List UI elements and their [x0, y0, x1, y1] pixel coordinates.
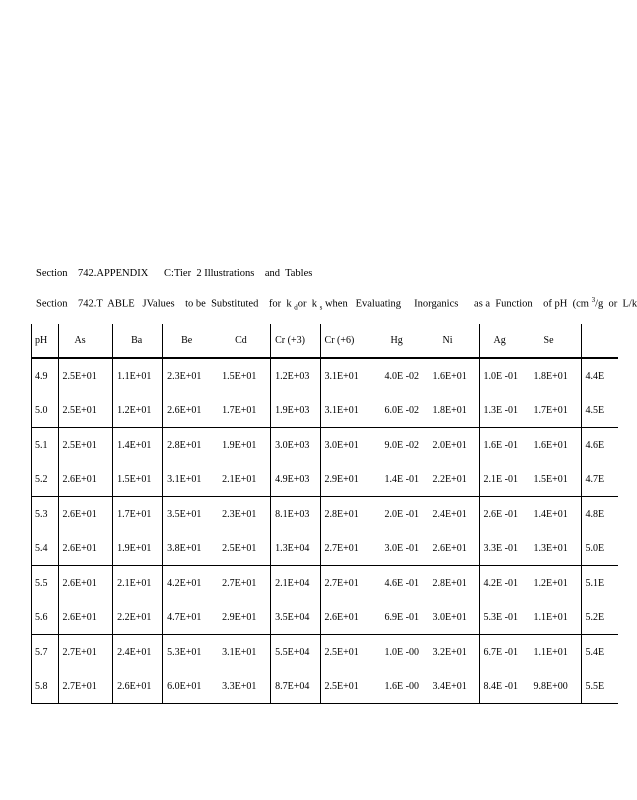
- cell-group-cr6-hg-ni: [320, 635, 479, 670]
- cell-cr6: 2.5E+01: [324, 646, 359, 658]
- cell-group-cr6-hg-ni: [320, 566, 479, 601]
- cell-se: 1.1E+01: [533, 646, 568, 658]
- header-hg: Hg: [390, 335, 403, 346]
- cell-last: 4.7E: [581, 462, 618, 497]
- cell-cd: 2.9E+01: [218, 600, 270, 635]
- cell-as: 2.5E+01: [58, 358, 113, 393]
- cell-group-cr6-hg-ni: [320, 669, 479, 704]
- table-row: [32, 428, 619, 463]
- cell-cd: 1.9E+01: [222, 439, 257, 451]
- cell-ph: 5.2: [32, 462, 59, 497]
- cell-group-ag-se: [479, 497, 581, 532]
- cell-ni: 3.0E+01: [432, 611, 467, 623]
- cell-ni: 1.6E+01: [432, 370, 467, 382]
- cell-ba: 2.2E+01: [113, 600, 163, 635]
- cell-ag: 6.7E -01: [483, 646, 518, 658]
- cell-cd: 3.1E+01: [222, 646, 257, 658]
- cell-hg: 1.6E -00: [384, 680, 419, 692]
- cell-ph: 5.7: [32, 635, 59, 670]
- cell-last: 5.4E: [581, 635, 618, 670]
- cell-cr6: 2.5E+01: [324, 680, 359, 692]
- cell-ph: 4.9: [32, 358, 59, 393]
- cell-last: 5.5E: [581, 669, 618, 704]
- cell-be: 2.8E+01: [163, 428, 219, 463]
- cell-cr6: 3.1E+01: [324, 404, 359, 416]
- cell-cr3: 5.5E+04: [271, 635, 320, 670]
- table-row: [32, 635, 619, 670]
- cell-cr3: 1.2E+03: [271, 358, 320, 393]
- cell-cr3: 8.7E+04: [271, 669, 320, 704]
- cell-hg: 4.6E -01: [384, 577, 419, 589]
- cell-as: 2.6E+01: [58, 462, 113, 497]
- cell-hg: 2.0E -01: [384, 508, 419, 520]
- cell-cr6: 2.9E+01: [324, 473, 359, 485]
- inorganics-table: [31, 324, 618, 704]
- cell-se: 1.7E+01: [533, 404, 568, 416]
- cell-group-ag-se: [479, 669, 581, 704]
- cell-group-cr6-hg-ni: [320, 462, 479, 497]
- cell-ba: 1.7E+01: [113, 497, 163, 532]
- cell-last: 5.1E: [581, 566, 618, 601]
- cell-cr6: 2.7E+01: [324, 542, 359, 554]
- cell-hg: 9.0E -02: [384, 439, 419, 451]
- cell-ag: 8.4E -01: [483, 680, 518, 692]
- cell-last: 5.0E: [581, 531, 618, 566]
- cell-group-cr6-hg-ni: [320, 358, 479, 393]
- table-header-row: [32, 324, 619, 358]
- header-last: [581, 324, 618, 358]
- header-cr6-hg-ni: Cr (+6) Hg Ni: [320, 324, 479, 358]
- cell-group-cr6-hg-ni: [320, 600, 479, 635]
- cell-as: 2.6E+01: [58, 600, 113, 635]
- cell-cd: 1.5E+01: [222, 370, 257, 382]
- table-row: [32, 393, 619, 428]
- header-ni: Ni: [442, 335, 453, 346]
- header-ag-se: Ag Se: [479, 324, 581, 358]
- cell-ag: 4.2E -01: [483, 577, 518, 589]
- cell-be: 4.7E+01: [163, 600, 219, 635]
- cell-cr3: 4.9E+03: [271, 462, 320, 497]
- cell-ni: 2.0E+01: [432, 439, 467, 451]
- cell-cd: 1.7E+01: [218, 393, 270, 428]
- cell-ph: 5.3: [32, 497, 59, 532]
- header-cr3: Cr (+3): [271, 324, 320, 358]
- table-row: [32, 358, 619, 393]
- cell-ba: 2.6E+01: [113, 669, 163, 704]
- cell-last: 4.5E: [581, 393, 618, 428]
- cell-as: 2.5E+01: [58, 393, 113, 428]
- cell-be: 3.5E+01: [163, 497, 219, 532]
- cell-ag: 1.0E -01: [483, 370, 518, 382]
- header-ph: pH: [32, 324, 59, 358]
- cell-cr6: 3.1E+01: [324, 370, 359, 382]
- header-se: Se: [543, 335, 554, 346]
- cell-group-ag-se: [479, 600, 581, 635]
- cell-cr6: 2.8E+01: [324, 508, 359, 520]
- cell-se: 1.5E+01: [533, 473, 568, 485]
- cell-ag: 5.3E -01: [483, 611, 518, 623]
- cell-ph: 5.6: [32, 600, 59, 635]
- header-as: As: [58, 324, 113, 358]
- cell-ba: 1.2E+01: [113, 393, 163, 428]
- cell-cr3: 3.5E+04: [271, 600, 320, 635]
- cell-be: 2.6E+01: [163, 393, 219, 428]
- cell-group-cr6-hg-ni: [320, 428, 479, 463]
- header-be-cd: Be Cd: [163, 324, 271, 358]
- cell-ag: 1.6E -01: [483, 439, 518, 451]
- cell-as: 2.5E+01: [58, 428, 113, 463]
- cell-group-ag-se: [479, 635, 581, 670]
- cell-se: 1.1E+01: [533, 611, 568, 623]
- cell-cr6: 2.7E+01: [324, 577, 359, 589]
- cell-ba: 1.5E+01: [113, 462, 163, 497]
- cell-ni: 3.2E+01: [432, 646, 467, 658]
- cell-cd: 3.3E+01: [218, 669, 270, 704]
- cell-se: 1.3E+01: [533, 542, 568, 554]
- cell-se: 9.8E+00: [533, 680, 568, 692]
- cell-group-cr6-hg-ni: [320, 393, 479, 428]
- cell-ni: 2.8E+01: [432, 577, 467, 589]
- cell-cr3: 1.3E+04: [271, 531, 320, 566]
- cell-last: 4.4E: [581, 358, 618, 393]
- cell-group-ag-se: [479, 462, 581, 497]
- cell-cd: 2.3E+01: [222, 508, 257, 520]
- cell-hg: 1.0E -00: [384, 646, 419, 658]
- cell-group-ag-se: [479, 393, 581, 428]
- cell-cd: 2.1E+01: [218, 462, 270, 497]
- cell-cr6: 3.0E+01: [324, 439, 359, 451]
- cell-ph: 5.4: [32, 531, 59, 566]
- cell-cd: 2.7E+01: [222, 577, 257, 589]
- cell-ni: 2.4E+01: [432, 508, 467, 520]
- cell-ag: 2.6E -01: [483, 508, 518, 520]
- cell-se: 1.2E+01: [533, 577, 568, 589]
- cell-ni: 3.4E+01: [432, 680, 467, 692]
- cell-se: 1.8E+01: [533, 370, 568, 382]
- cell-ni: 2.2E+01: [432, 473, 467, 485]
- table-row: [32, 669, 619, 704]
- cell-group-cr6-hg-ni: [320, 531, 479, 566]
- cell-group-ag-se: [479, 358, 581, 393]
- cell-ph: 5.8: [32, 669, 59, 704]
- cell-hg: 6.0E -02: [384, 404, 419, 416]
- cell-ni: 2.6E+01: [432, 542, 467, 554]
- cell-be: 3.1E+01: [163, 462, 219, 497]
- cell-last: 4.8E: [581, 497, 618, 532]
- cell-group-ag-se: [479, 566, 581, 601]
- header-cd: Cd: [235, 335, 247, 346]
- cell-as: 2.6E+01: [58, 566, 113, 601]
- cell-ni: 1.8E+01: [432, 404, 467, 416]
- cell-group-ag-se: [479, 531, 581, 566]
- cell-ag: 1.3E -01: [483, 404, 518, 416]
- cell-last: 4.6E: [581, 428, 618, 463]
- cell-as: 2.6E+01: [58, 497, 113, 532]
- cell-ph: 5.0: [32, 393, 59, 428]
- cell-ag: 3.3E -01: [483, 542, 518, 554]
- cell-as: 2.6E+01: [58, 531, 113, 566]
- cell-be: 5.3E+01: [163, 635, 219, 670]
- cell-as: 2.7E+01: [58, 669, 113, 704]
- header-ba: Ba: [113, 324, 163, 358]
- cell-cd: 2.5E+01: [218, 531, 270, 566]
- cell-hg: 1.4E -01: [384, 473, 419, 485]
- cell-cr3: 2.1E+04: [271, 566, 320, 601]
- table-row: [32, 566, 619, 601]
- cell-cr6: 2.6E+01: [324, 611, 359, 623]
- cell-group-cr6-hg-ni: [320, 497, 479, 532]
- cell-hg: 6.9E -01: [384, 611, 419, 623]
- table-row: [32, 600, 619, 635]
- cell-group-ag-se: [479, 428, 581, 463]
- table-row: [32, 462, 619, 497]
- cell-be: 4.2E+01: [163, 566, 219, 601]
- cell-as: 2.7E+01: [58, 635, 113, 670]
- cell-cr3: 1.9E+03: [271, 393, 320, 428]
- cell-ph: 5.5: [32, 566, 59, 601]
- cell-ba: 1.4E+01: [113, 428, 163, 463]
- cell-cr3: 3.0E+03: [271, 428, 320, 463]
- section-header: Section 742.APPENDIX C:Tier 2 Illustrations and Tables: [36, 268, 313, 279]
- cell-be: 6.0E+01: [163, 669, 219, 704]
- cell-ba: 2.4E+01: [113, 635, 163, 670]
- cell-se: 1.6E+01: [533, 439, 568, 451]
- cell-last: 5.2E: [581, 600, 618, 635]
- cell-ph: 5.1: [32, 428, 59, 463]
- cell-ba: 1.9E+01: [113, 531, 163, 566]
- cell-se: 1.4E+01: [533, 508, 568, 520]
- table-title: Section 742.T ABLE JValues to be Substituted for k $_d$or k $_s$ when Evaluating Inorganics as a Function of pH (cm $^3$/g or L/k: [36, 296, 637, 312]
- cell-be: 2.3E+01: [163, 358, 219, 393]
- cell-be: 3.8E+01: [163, 531, 219, 566]
- cell-hg: 4.0E -02: [384, 370, 419, 382]
- cell-ag: 2.1E -01: [483, 473, 518, 485]
- cell-hg: 3.0E -01: [384, 542, 419, 554]
- table-row: [32, 497, 619, 532]
- cell-ba: 1.1E+01: [113, 358, 163, 393]
- table-row: [32, 531, 619, 566]
- cell-ba: 2.1E+01: [113, 566, 163, 601]
- cell-cr3: 8.1E+03: [271, 497, 320, 532]
